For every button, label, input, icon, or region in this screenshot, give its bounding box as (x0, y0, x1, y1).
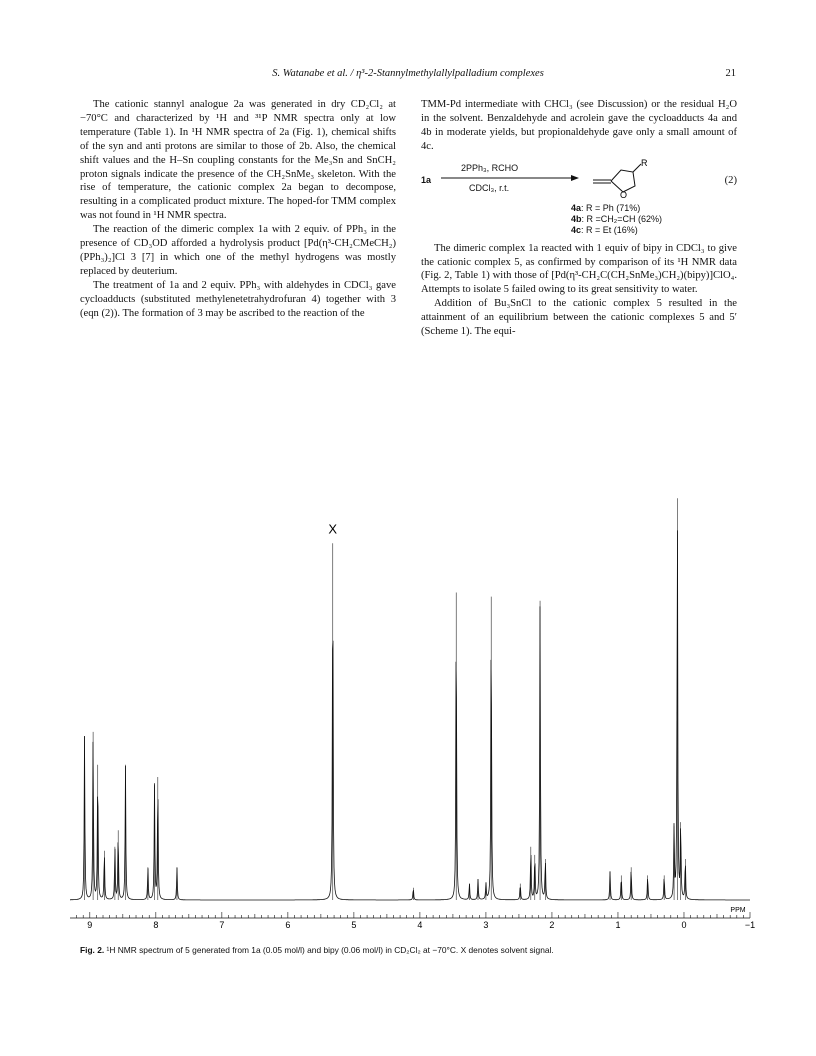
paragraph: The treatment of 1a and 2 equiv. PPh₃ with aldehydes in CDCl₃ gave cycloadducts (substituted methylenetetrahydrofuran 4) together with 3 (eqn (2)). The formation of 3 may be ascribed to the reaction of the (80, 279, 396, 319)
ppm-tick-label: 7 (219, 920, 225, 930)
paragraph: The dimeric complex 1a reacted with 1 equiv of bipy in CDCl₃ to give the cationic complex 5, as confirmed by comparison of its ¹H NMR data (Fig. 2, Table 1) with those of [Pd(η³-CH₂C(CH₂SnMe₃)CH₂)(bipy)]ClO₄. Attempts to isolate 5 failed owing to its great sensitivity to water. (421, 242, 737, 296)
ppm-unit-label: PPM (730, 907, 746, 914)
figure-caption (80, 945, 736, 955)
ppm-tick-label: 6 (285, 920, 291, 930)
ring-oxygen: O (620, 189, 628, 200)
paragraph: The cationic stannyl analogue 2a was generated in dry CD₂Cl₂ at −70°C and characterized by ¹H and ³¹P NMR spectra only at low temperature (Table 1). In ¹H NMR spectra of 2a (Fig. 1), chemical shifts of the syn and anti protons are similar to those of 2b. Also, the chemical shift values and the H–Sn coupling constants for the Me₃Sn and SnCH₂ proton signals indicate the presence of the CH₂SnMe₃ skeleton. With the rise of temperature, the cationic complex 2a began to decompose, resulting in a complicated product mixture. The hoped-for TMM complex was not found in ¹H NMR spectra. (80, 99, 396, 222)
reagent-bottom: CDCl₃, r.t. (469, 182, 510, 193)
ppm-tick-label: 9 (87, 920, 93, 930)
running-title: S. Watanabe et al. / η³-2-Stannylmethylallylpalladium complexes (272, 68, 544, 79)
spectrum-trace (70, 530, 750, 900)
nmr-spectrum (60, 480, 760, 940)
reagent-top: 2PPh₃, RCHO (461, 162, 519, 173)
reaction-scheme (421, 158, 737, 238)
left-column (80, 98, 396, 321)
ring-substituent: R (641, 157, 648, 168)
paragraph: Addition of Bu₃SnCl to the cationic complex 5 resulted in the attainment of an equilibrium between the cationic complexes 5 and 5′ (Scheme 1). The equi- (421, 298, 737, 338)
figure-label: Fig. 2. (80, 945, 105, 955)
equation-number: (2) (724, 174, 737, 186)
solvent-marker: X (328, 521, 338, 537)
ppm-tick-label: 3 (483, 920, 489, 930)
reaction-arrow (441, 172, 581, 184)
ppm-tick-label: 1 (615, 920, 621, 930)
ppm-tick-label: 5 (351, 920, 357, 930)
product-4b: 4b: R =CH₂=CH (62%) (571, 213, 663, 224)
product-4a: 4a: R = Ph (71%) (571, 202, 641, 213)
product-4c: 4c: R = Et (16%) (571, 224, 638, 235)
ppm-tick-label: −1 (744, 920, 756, 930)
caption-text: ¹H NMR spectrum of 5 generated from 1a (0.05 mol/l) and bipy (0.06 mol/l) in CD₂Cl₂ at −70°C. X denotes solvent signal. (104, 945, 554, 955)
paragraph: TMM-Pd intermediate with CHCl₃ (see Discussion) or the residual H₂O in the solvent. Benzaldehyde and acrolein gave the cycloadducts 4a and 4b in moderate yields, but propionaldehyde gave only a small amount of 4c. (421, 99, 737, 152)
ppm-tick-label: 4 (417, 920, 423, 930)
page-number: 21 (725, 68, 736, 79)
reactant-label: 1a (421, 174, 432, 185)
right-column (421, 98, 737, 339)
running-header (80, 68, 736, 86)
methylene-thf-structure (589, 158, 659, 208)
paragraph: The reaction of the dimeric complex 1a with 2 equiv. of PPh₃ in the presence of CD₃OD afforded a hydrolysis product [Pd(η³-CH₂CMeCH₂)(PPh₃)₂]Cl 3 [7] in which one of the methyl hydrogens was mostly replaced by deuterium. (80, 224, 396, 277)
ppm-tick-label: 2 (549, 920, 555, 930)
ppm-tick-label: 8 (153, 920, 159, 930)
ppm-tick-label: 0 (681, 920, 687, 930)
